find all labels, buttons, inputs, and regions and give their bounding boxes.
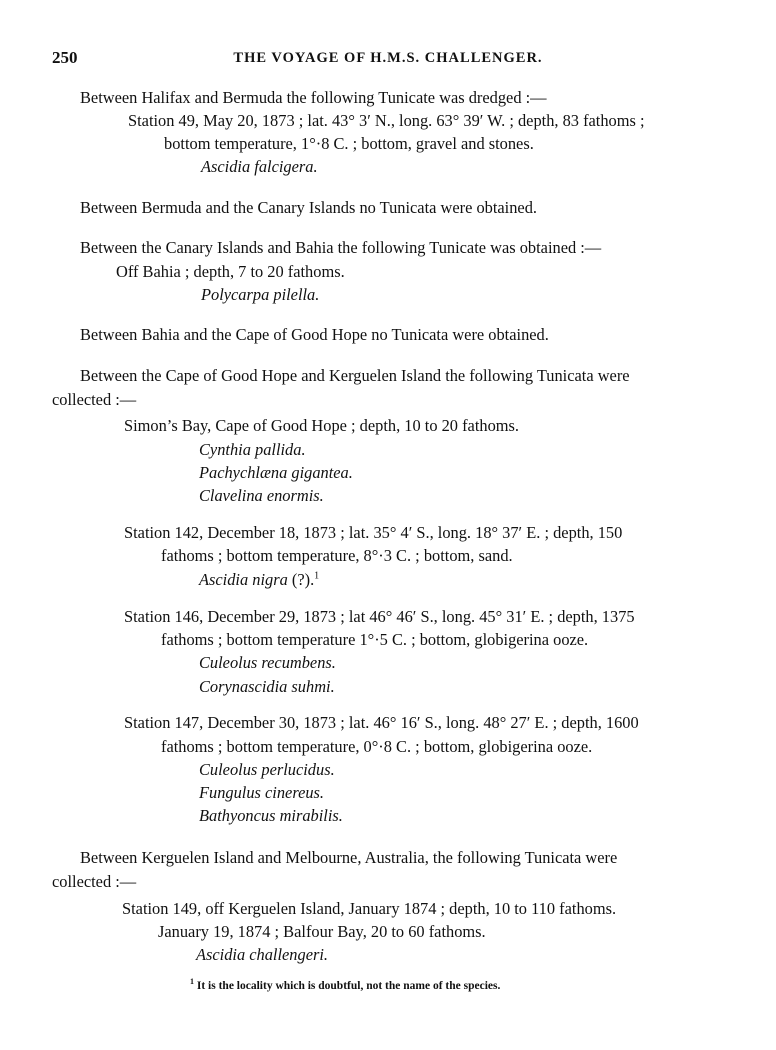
species-name: Culeolus perlucidus. xyxy=(199,760,335,779)
station-line: Station 149, off Kerguelen Island, January 1874 ; depth, 10 to 110 fathoms. xyxy=(122,899,617,918)
station-line: Simon’s Bay, Cape of Good Hope ; depth, 10 to 20 fathoms. xyxy=(124,416,520,435)
station-line: fathoms ; bottom temperature, 0°·8 C. ; bottom, globigerina ooze. xyxy=(161,737,593,756)
running-title: THE VOYAGE OF H.M.S. CHALLENGER. xyxy=(233,50,543,66)
station-line: Station 147, December 30, 1873 ; lat. 46° 16′ S., long. 48° 27′ E. ; depth, 1600 xyxy=(124,713,639,732)
section-intro: Between Kerguelen Island and Melbourne, Australia, the following Tunicata were xyxy=(80,848,618,867)
species-name: Cynthia pallida. xyxy=(199,440,306,459)
page-number: 250 xyxy=(52,48,78,67)
station-line: January 19, 1874 ; Balfour Bay, 20 to 60 fathoms. xyxy=(158,922,486,941)
section-intro: Between Bermuda and the Canary Islands no Tunicata were obtained. xyxy=(80,198,537,217)
species-note: (?). xyxy=(287,570,315,589)
section-intro: collected :— xyxy=(52,390,137,409)
species-name: Ascidia nigra xyxy=(199,570,288,589)
station-line: Station 49, May 20, 1873 ; lat. 43° 3′ N., long. 63° 39′ W. ; depth, 83 fathoms ; xyxy=(128,111,645,130)
section-intro: collected :— xyxy=(52,872,137,891)
footnote-mark: 1 xyxy=(190,977,194,987)
station-line: Station 146, December 29, 1873 ; lat 46° 46′ S., long. 45° 31′ E. ; depth, 1375 xyxy=(124,607,635,626)
species-name: Fungulus cinereus. xyxy=(199,783,325,802)
station-line: fathoms ; bottom temperature 1°·5 C. ; bottom, globigerina ooze. xyxy=(161,630,589,649)
species-name: Clavelina enormis. xyxy=(199,486,324,505)
footnote-text: It is the locality which is doubtful, not the name of the species. xyxy=(196,980,501,992)
section-intro: Between the Canary Islands and Bahia the following Tunicate was obtained :— xyxy=(80,238,602,257)
footnote-reference: 1 xyxy=(314,570,320,582)
section-intro: Between Bahia and the Cape of Good Hope no Tunicata were obtained. xyxy=(80,325,549,344)
species-name: Pachychlæna gigantea. xyxy=(199,463,353,482)
species-name: Corynascidia suhmi. xyxy=(199,677,335,696)
species-name: Ascidia falcigera. xyxy=(201,157,318,176)
species-name: Ascidia challengeri. xyxy=(196,945,329,964)
station-line: fathoms ; bottom temperature, 8°·3 C. ; bottom, sand. xyxy=(161,546,513,565)
section-intro: Between Halifax and Bermuda the following Tunicate was dredged :— xyxy=(80,88,547,107)
station-line: Off Bahia ; depth, 7 to 20 fathoms. xyxy=(116,262,345,281)
species-with-footnote xyxy=(199,570,319,590)
species-name: Bathyoncus mirabilis. xyxy=(199,806,343,825)
station-line: bottom temperature, 1°·8 C. ; bottom, gravel and stones. xyxy=(164,134,534,153)
species-name: Polycarpa pilella. xyxy=(201,285,320,304)
station-line: Station 142, December 18, 1873 ; lat. 35° 4′ S., long. 18° 37′ E. ; depth, 150 xyxy=(124,523,623,542)
species-name: Culeolus recumbens. xyxy=(199,653,336,672)
section-intro: Between the Cape of Good Hope and Kerguelen Island the following Tunicata were xyxy=(80,366,630,385)
footnote xyxy=(190,977,501,992)
